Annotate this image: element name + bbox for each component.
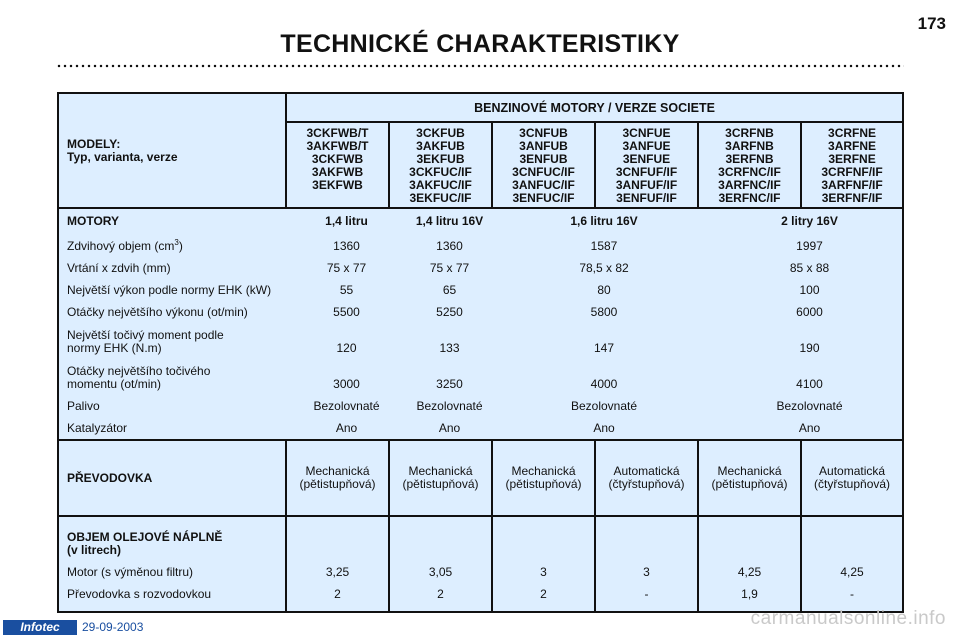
spec-value: 133 [439, 341, 460, 355]
spec-value: Ano [438, 421, 461, 435]
spec-row [59, 355, 902, 391]
spec-value: 1997 [796, 239, 823, 253]
spec-label: Katalyzátor [67, 421, 128, 435]
spec-table [57, 92, 904, 613]
dotted-divider [56, 64, 904, 68]
footer-date: 29-09-2003 [82, 620, 144, 634]
oil-value-col: 3 - [595, 516, 698, 612]
oil-row-label: Převodovka s rozvodovkou [67, 587, 212, 601]
models-sublabel: Typ, varianta, verze [67, 149, 178, 164]
spec-label: Otáčky největšího točivého momentu (ot/min) [67, 364, 211, 391]
gearbox-value: Mechanická (pětistupňová) [389, 440, 492, 516]
spec-value: Ano [798, 421, 821, 435]
spec-row [59, 319, 902, 355]
spec-value: 75 x 77 [326, 261, 367, 275]
spec-value: 4000 [590, 377, 618, 391]
gearbox-label: PŘEVODOVKA [58, 440, 286, 516]
spec-value: Bezolovnaté [776, 399, 843, 413]
spec-value: 65 [442, 283, 457, 297]
spec-value: Bezolovnaté [416, 399, 483, 413]
infotec-logo: Infotec [3, 620, 77, 635]
spec-value: 80 [597, 283, 611, 297]
spec-value: 78,5 x 82 [579, 261, 629, 275]
spec-value: 75 x 77 [429, 261, 470, 275]
spec-row [59, 275, 902, 297]
engine-section [58, 208, 903, 440]
engine-section-label: MOTORY [67, 214, 120, 228]
models-header-cell [58, 93, 286, 208]
model-codes-col-3: 3CNFUB 3ANFUB 3ENFUB 3CNFUC/IF 3ANFUC/IF 3ENFUC/IF [492, 122, 595, 208]
engine-name: 1,6 litru 16V [570, 214, 638, 228]
spec-value: 100 [799, 283, 820, 297]
spec-row [59, 231, 902, 253]
spec-value: Bezolovnaté [313, 399, 380, 413]
page-title: TECHNICKÉ CHARAKTERISTIKY [280, 30, 680, 58]
oil-labels: OBJEM OLEJOVÉ NÁPLNĚ (v litrech) Motor (s výměnou filtru) Převodovka s rozvodovkou [58, 516, 286, 612]
gearbox-value: Automatická (čtyřstupňová) [595, 440, 698, 516]
spec-value: Ano [593, 421, 615, 435]
model-codes-col-4: 3CNFUE 3ANFUE 3ENFUE 3CNFUF/IF 3ANFUF/IF 3ENFUF/IF [595, 122, 698, 208]
page-number: 173 [917, 14, 946, 33]
spec-value: 120 [336, 341, 357, 355]
spec-label: Zdvihový objem $(cm^3)$ [67, 238, 183, 253]
spec-value: 190 [799, 341, 820, 355]
watermark: carmanualsonline.info [750, 608, 946, 629]
engine-header: BENZINOVÉ MOTORY / VERZE SOCIETE [286, 93, 903, 122]
spec-value: Bezolovnaté [570, 399, 638, 413]
spec-row [59, 297, 902, 319]
engine-name: 1,4 litru 16V [415, 214, 484, 228]
spec-value: 85 x 88 [789, 261, 830, 275]
oil-value-col: 3,05 2 [389, 516, 492, 612]
spec-value: 6000 [796, 305, 823, 319]
model-codes-col-5: 3CRFNB 3ARFNB 3ERFNB 3CRFNC/IF 3ARFNC/IF 3ERFNC/IF [698, 122, 801, 208]
oil-value-col: 3 2 [492, 516, 595, 612]
model-codes-col-1: 3CKFWB/T 3AKFWB/T 3CKFWB 3AKFWB 3EKFWB [286, 122, 389, 208]
spec-value: 5800 [590, 305, 618, 319]
gearbox-value: Mechanická (pětistupňová) [492, 440, 595, 516]
spec-row [59, 253, 902, 275]
spec-value: 147 [593, 341, 615, 355]
spec-value: 1587 [590, 239, 618, 253]
engine-name: 2 litry 16V [781, 214, 838, 228]
spec-label: Palivo [67, 399, 100, 413]
oil-section-label: OBJEM OLEJOVÉ NÁPLNĚ [67, 530, 223, 544]
oil-value-col: 3,25 2 [286, 516, 389, 612]
spec-row [59, 413, 902, 435]
oil-row-label: Motor (s výměnou filtru) [67, 565, 194, 579]
model-codes-col-2: 3CKFUB 3AKFUB 3EKFUB 3CKFUC/IF 3AKFUC/IF 3EKFUC/IF [389, 122, 492, 208]
gearbox-value: Automatická (čtyřstupňová) [801, 440, 903, 516]
engine-name: 1,4 litru [325, 214, 368, 228]
oil-value-col: 4,25 1,9 [698, 516, 801, 612]
spec-value: 55 [339, 283, 354, 297]
spec-label: Otáčky největšího výkonu (ot/min) [67, 305, 248, 319]
spec-value: 3250 [436, 377, 463, 391]
spec-value: Ano [335, 421, 358, 435]
oil-value-col: 4,25 - [801, 516, 903, 612]
spec-value: 1360 [333, 239, 360, 253]
models-label: MODELY: [67, 136, 121, 151]
spec-label: Největší točivý moment podle normy EHK (N.m) [67, 328, 224, 355]
gearbox-value: Mechanická (pětistupňová) [698, 440, 801, 516]
spec-label: Vrtání x zdvih (mm) [67, 261, 171, 275]
spec-value: 5250 [436, 305, 463, 319]
engine-names-row [59, 215, 902, 231]
spec-label: Největší výkon podle normy EHK (kW) [67, 283, 272, 297]
model-codes-col-6: 3CRFNE 3ARFNE 3ERFNE 3CRFNF/IF 3ARFNF/IF 3ERFNF/IF [801, 122, 903, 208]
spec-value: 1360 [436, 239, 463, 253]
spec-row [59, 391, 902, 413]
gearbox-value: Mechanická (pětistupňová) [286, 440, 389, 516]
spec-value: 3000 [333, 377, 360, 391]
spec-value: 5500 [333, 305, 360, 319]
spec-value: 4100 [796, 377, 823, 391]
